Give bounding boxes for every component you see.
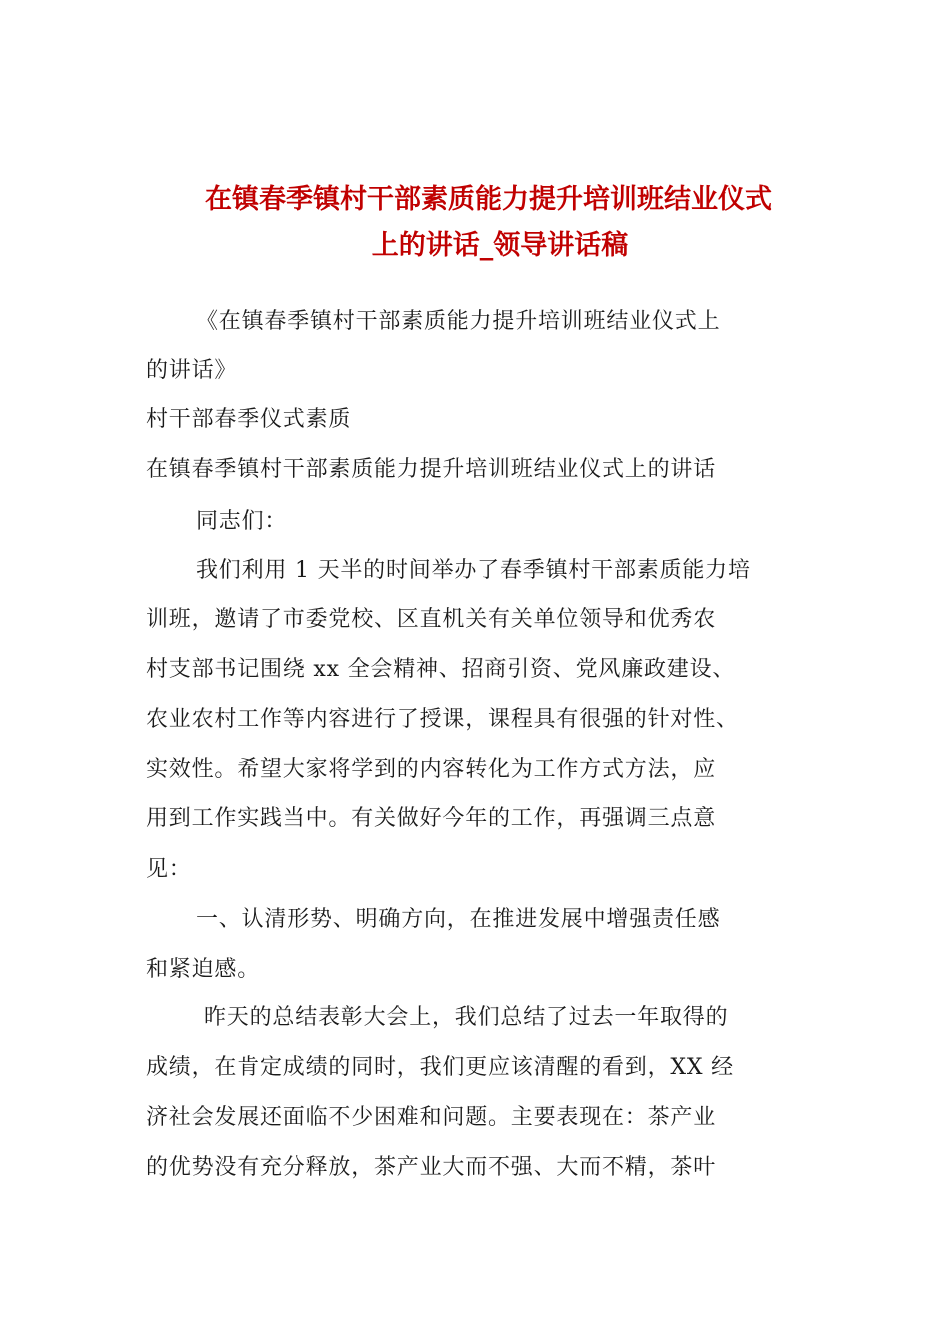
- body-line-11: 用到工作实践当中。有关做好今年的工作，再强调三点意: [146, 806, 717, 831]
- body-line-3: 村干部春季仪式素质: [146, 407, 352, 432]
- body-line-1: 《在镇春季镇村干部素质能力提升培训班结业仪式上: [196, 309, 721, 334]
- body-line-17: 济社会发展还面临不少困难和问题。主要表现在：茶产业: [146, 1105, 717, 1130]
- body-line-8: 村支部书记围绕 xx 全会精神、招商引资、党风廉政建设、: [146, 657, 736, 682]
- body-line-2: 的讲话》: [146, 358, 238, 383]
- body-line-9: 农业农村工作等内容进行了授课，课程具有很强的针对性、: [146, 707, 739, 732]
- body-line-4: 在镇春季镇村干部素质能力提升培训班结业仪式上的讲话: [146, 457, 717, 482]
- body-line-15: 昨天的总结表彰大会上，我们总结了过去一年取得的: [204, 1005, 729, 1030]
- body-line-16: 成绩，在肯定成绩的同时，我们更应该清醒的看到，XX 经: [146, 1055, 734, 1080]
- body-line-5: 同志们：: [196, 509, 288, 534]
- document-title-line-2: 上的讲话_领导讲话稿: [371, 230, 629, 261]
- body-line-12: 见：: [146, 857, 192, 882]
- body-line-7: 训班，邀请了市委党校、区直机关有关单位领导和优秀农: [146, 607, 717, 632]
- document-title-line-1: 在镇春季镇村干部素质能力提升培训班结业仪式: [205, 184, 772, 215]
- body-line-6: 我们利用 1 天半的时间举办了春季镇村干部素质能力培: [196, 558, 751, 583]
- body-line-14: 和紧迫感。: [146, 957, 261, 982]
- body-line-10: 实效性。希望大家将学到的内容转化为工作方式方法，应: [146, 757, 717, 782]
- body-line-13: 一、认清形势、明确方向，在推进发展中增强责任感: [196, 907, 721, 932]
- body-line-18: 的优势没有充分释放，茶产业大而不强、大而不精，茶叶: [146, 1155, 717, 1180]
